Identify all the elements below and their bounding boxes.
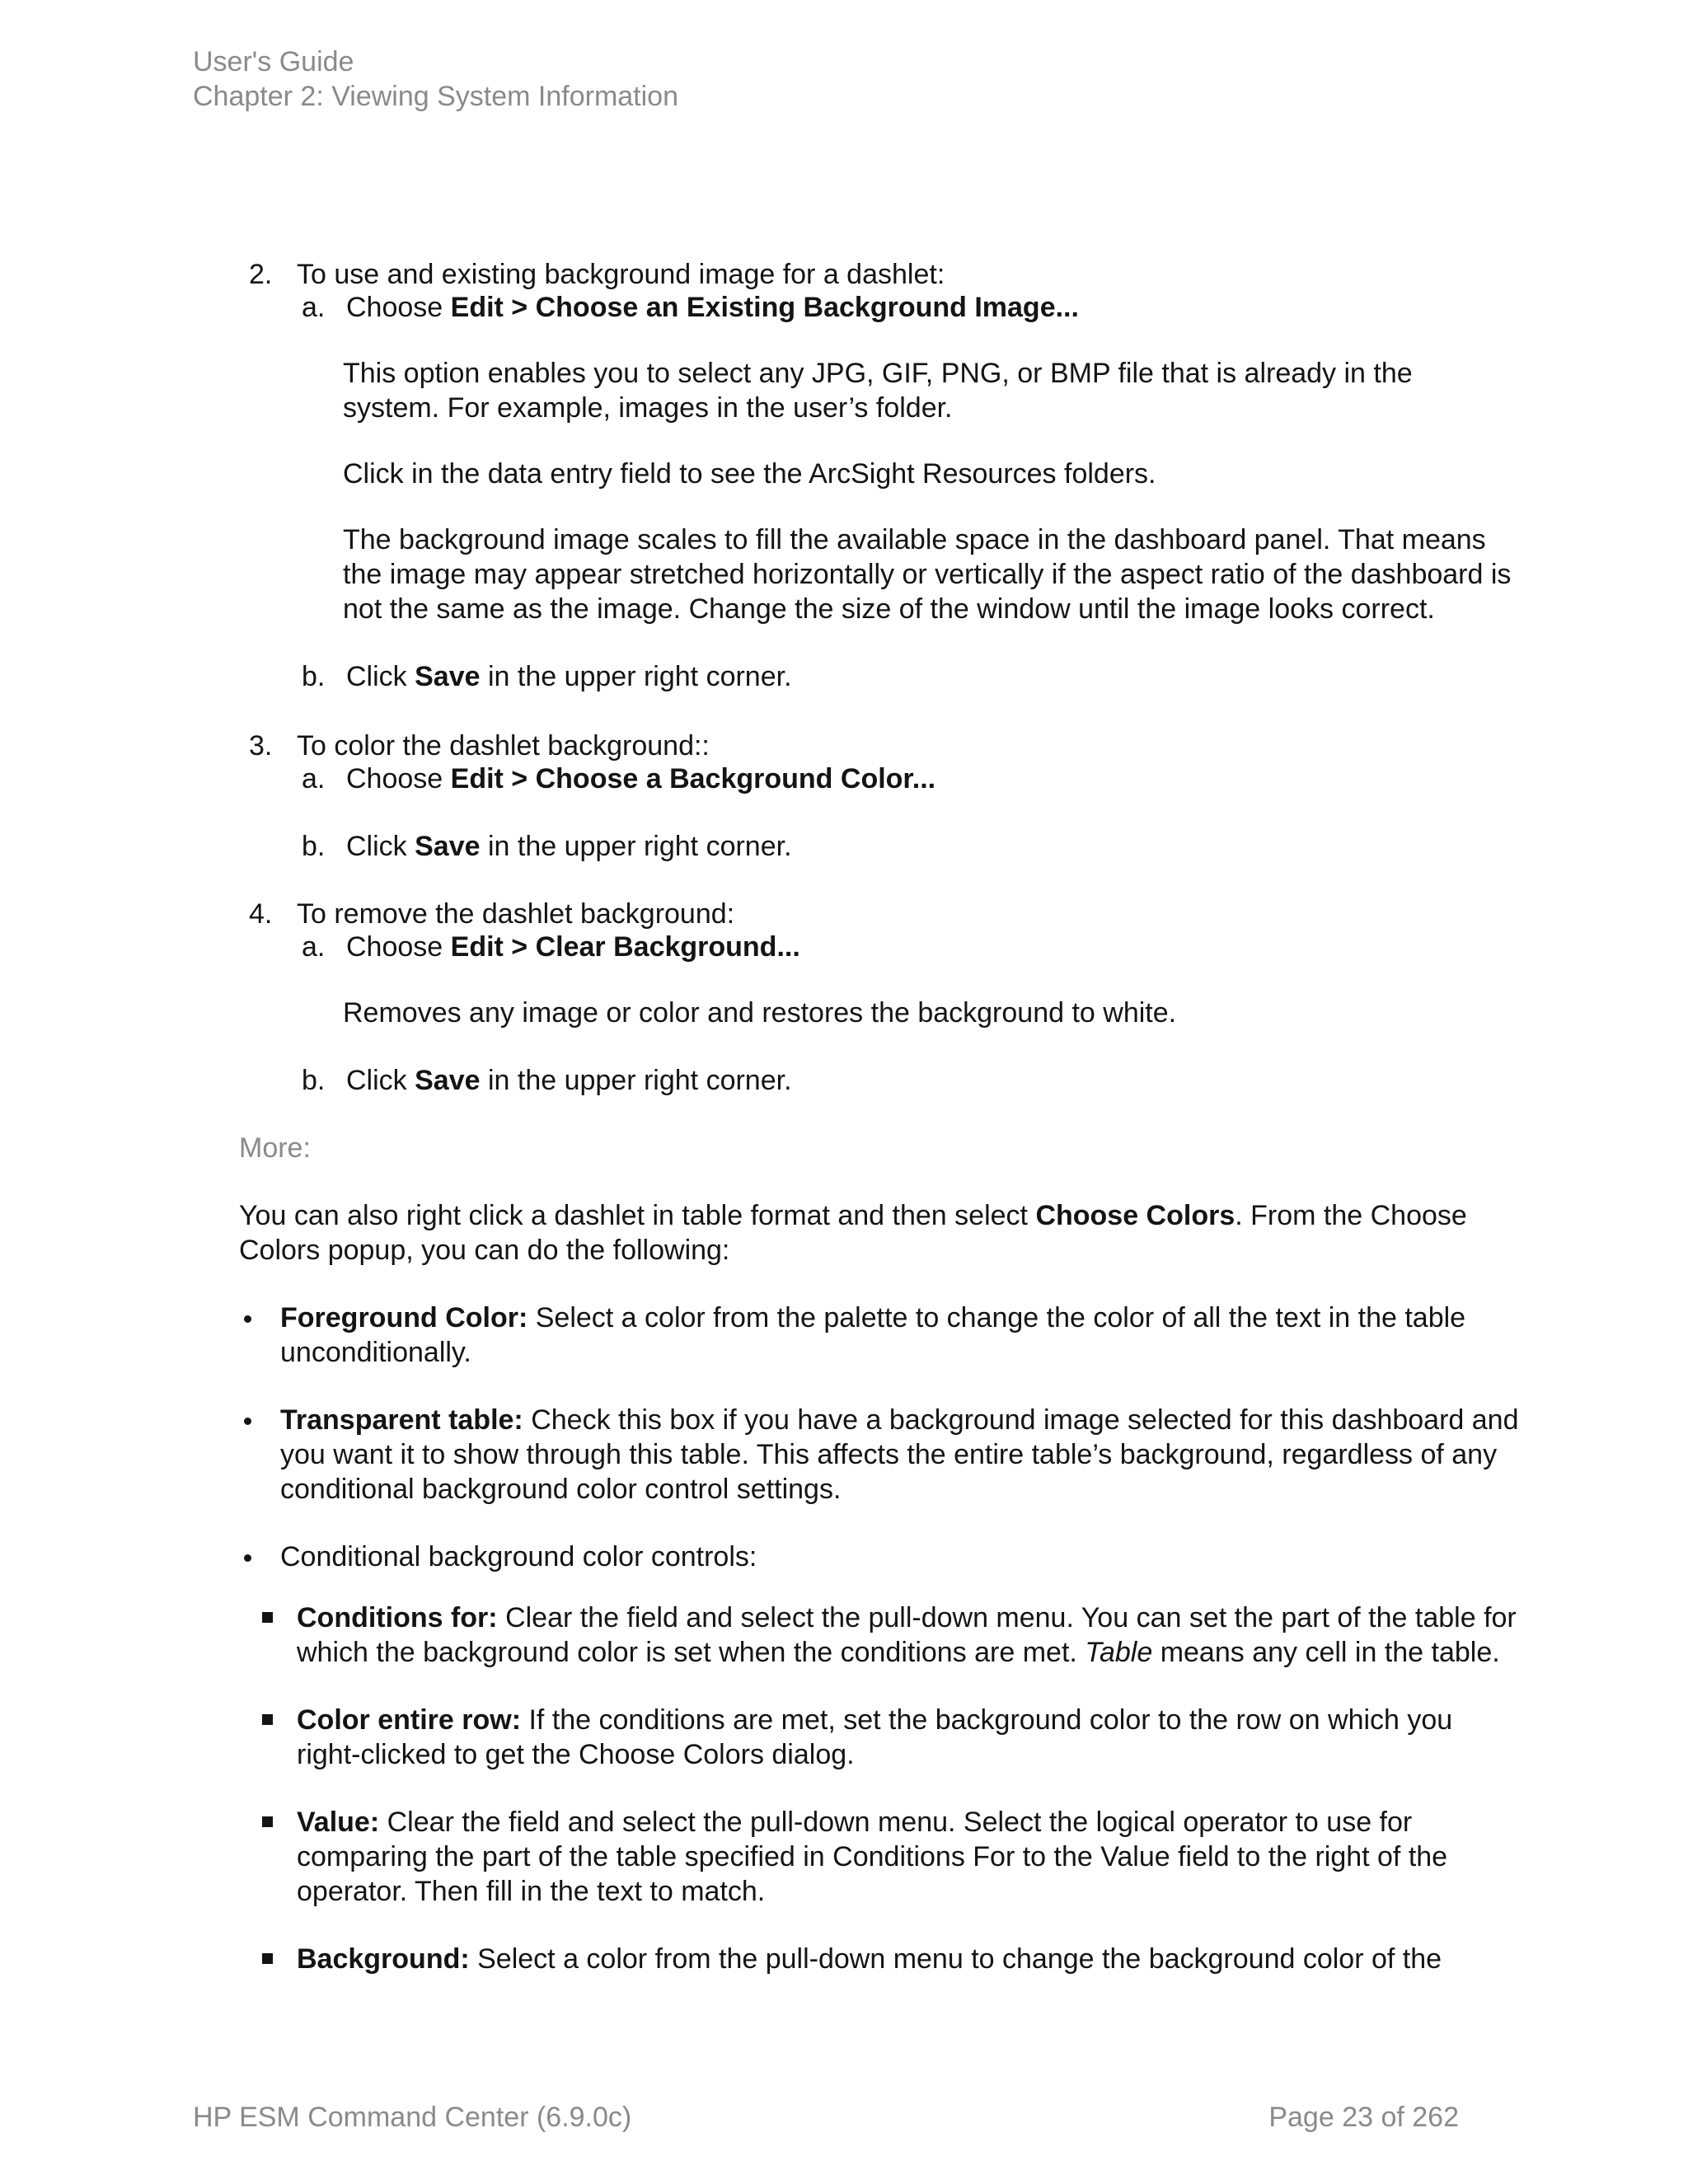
subbullet-value-line1: Value: Clear the field and select the pull-down menu. Select the logical operator to use for (297, 1807, 1413, 1838)
square-bullet-icon (262, 1714, 273, 1725)
step-3-text: To color the dashlet background:: (297, 730, 710, 762)
step-3a-letter: a. (302, 763, 326, 794)
bullet-foreground-line2: unconditionally. (280, 1337, 471, 1368)
step-2a-para3-line1: The background image scales to fill the available space in the dashboard panel. That means (343, 524, 1486, 555)
step-3-number: 3. (249, 730, 273, 762)
step-4-number: 4. (249, 898, 273, 930)
running-header-chapter: Chapter 2: Viewing System Information (193, 81, 678, 112)
running-header-title: User's Guide (193, 46, 354, 77)
step-4b-letter: b. (302, 1065, 326, 1096)
step-2a-text: Choose Edit > Choose an Existing Background Image... (346, 292, 1079, 323)
step-4-text: To remove the dashlet background: (297, 898, 735, 930)
step-2b-letter: b. (302, 661, 326, 692)
step-3b-text: Click Save in the upper right corner. (346, 831, 792, 862)
square-bullet-icon (262, 1612, 273, 1623)
subbullet-conditions-line2: which the background color is set when the conditions are met. Table means any cell in the table. (297, 1637, 1500, 1668)
step-2b-text: Click Save in the upper right corner. (346, 661, 792, 692)
subbullet-row-line2: right-clicked to get the Choose Colors dialog. (297, 1739, 855, 1770)
bullet-transparent-line2: you want it to show through this table. This affects the entire table’s background, regardless of any (280, 1439, 1498, 1470)
bullet-transparent-line3: conditional background color control settings. (280, 1474, 842, 1505)
step-2a-para2-line1: Click in the data entry field to see the ArcSight Resources folders. (343, 458, 1156, 490)
step-4a-para1-line1: Removes any image or color and restores the background to white. (343, 997, 1177, 1029)
bullet-transparent-line1: Transparent table: Check this box if you have a background image selected for this dashboard and (280, 1404, 1519, 1436)
step-2a-para3-line2: the image may appear stretched horizontally or vertically if the aspect ratio of the dashboard is (343, 559, 1512, 590)
step-2-text: To use and existing background image for a dashlet: (297, 259, 945, 290)
footer-page-number: Page 23 of 262 (1268, 2102, 1459, 2133)
more-heading: More: (239, 1132, 311, 1164)
step-2-number: 2. (249, 259, 273, 290)
subbullet-row-line1: Color entire row: If the conditions are met, set the background color to the row on which you (297, 1704, 1453, 1736)
more-intro-line1: You can also right click a dashlet in table format and then select Choose Colors. From the Choose (239, 1200, 1467, 1231)
subbullet-value-line2: comparing the part of the table specified in Conditions For to the Value field to the right of the (297, 1841, 1448, 1872)
bullet-foreground-line1: Foreground Color: Select a color from the palette to change the color of all the text in the table (280, 1302, 1466, 1333)
bullet-dot-icon (244, 1315, 251, 1323)
bullet-conditional-line1: Conditional background color controls: (280, 1541, 757, 1572)
bullet-dot-icon (244, 1554, 251, 1562)
step-2a-letter: a. (302, 292, 326, 323)
step-2a-para1-line2: system. For example, images in the user’s folder. (343, 392, 953, 424)
subbullet-conditions-line1: Conditions for: Clear the field and select the pull-down menu. You can set the part of the table for (297, 1602, 1517, 1633)
step-4a-letter: a. (302, 931, 326, 963)
step-3b-letter: b. (302, 831, 326, 862)
square-bullet-icon (262, 1953, 273, 1964)
bullet-dot-icon (244, 1418, 251, 1425)
square-bullet-icon (262, 1816, 273, 1827)
subbullet-background-line1: Background: Select a color from the pull-down menu to change the background color of the (297, 1943, 1442, 1975)
step-3a-text: Choose Edit > Choose a Background Color... (346, 763, 936, 794)
step-2a-para3-line3: not the same as the image. Change the size of the window until the image looks correct. (343, 593, 1435, 625)
more-intro-line2: Colors popup, you can do the following: (239, 1235, 730, 1266)
step-4a-text: Choose Edit > Clear Background... (346, 931, 800, 963)
subbullet-value-line3: operator. Then fill in the text to match. (297, 1876, 766, 1907)
step-4b-text: Click Save in the upper right corner. (346, 1065, 792, 1096)
step-2a-para1-line1: This option enables you to select any JPG, GIF, PNG, or BMP file that is already in the (343, 358, 1413, 389)
footer-product: HP ESM Command Center (6.9.0c) (193, 2102, 632, 2133)
